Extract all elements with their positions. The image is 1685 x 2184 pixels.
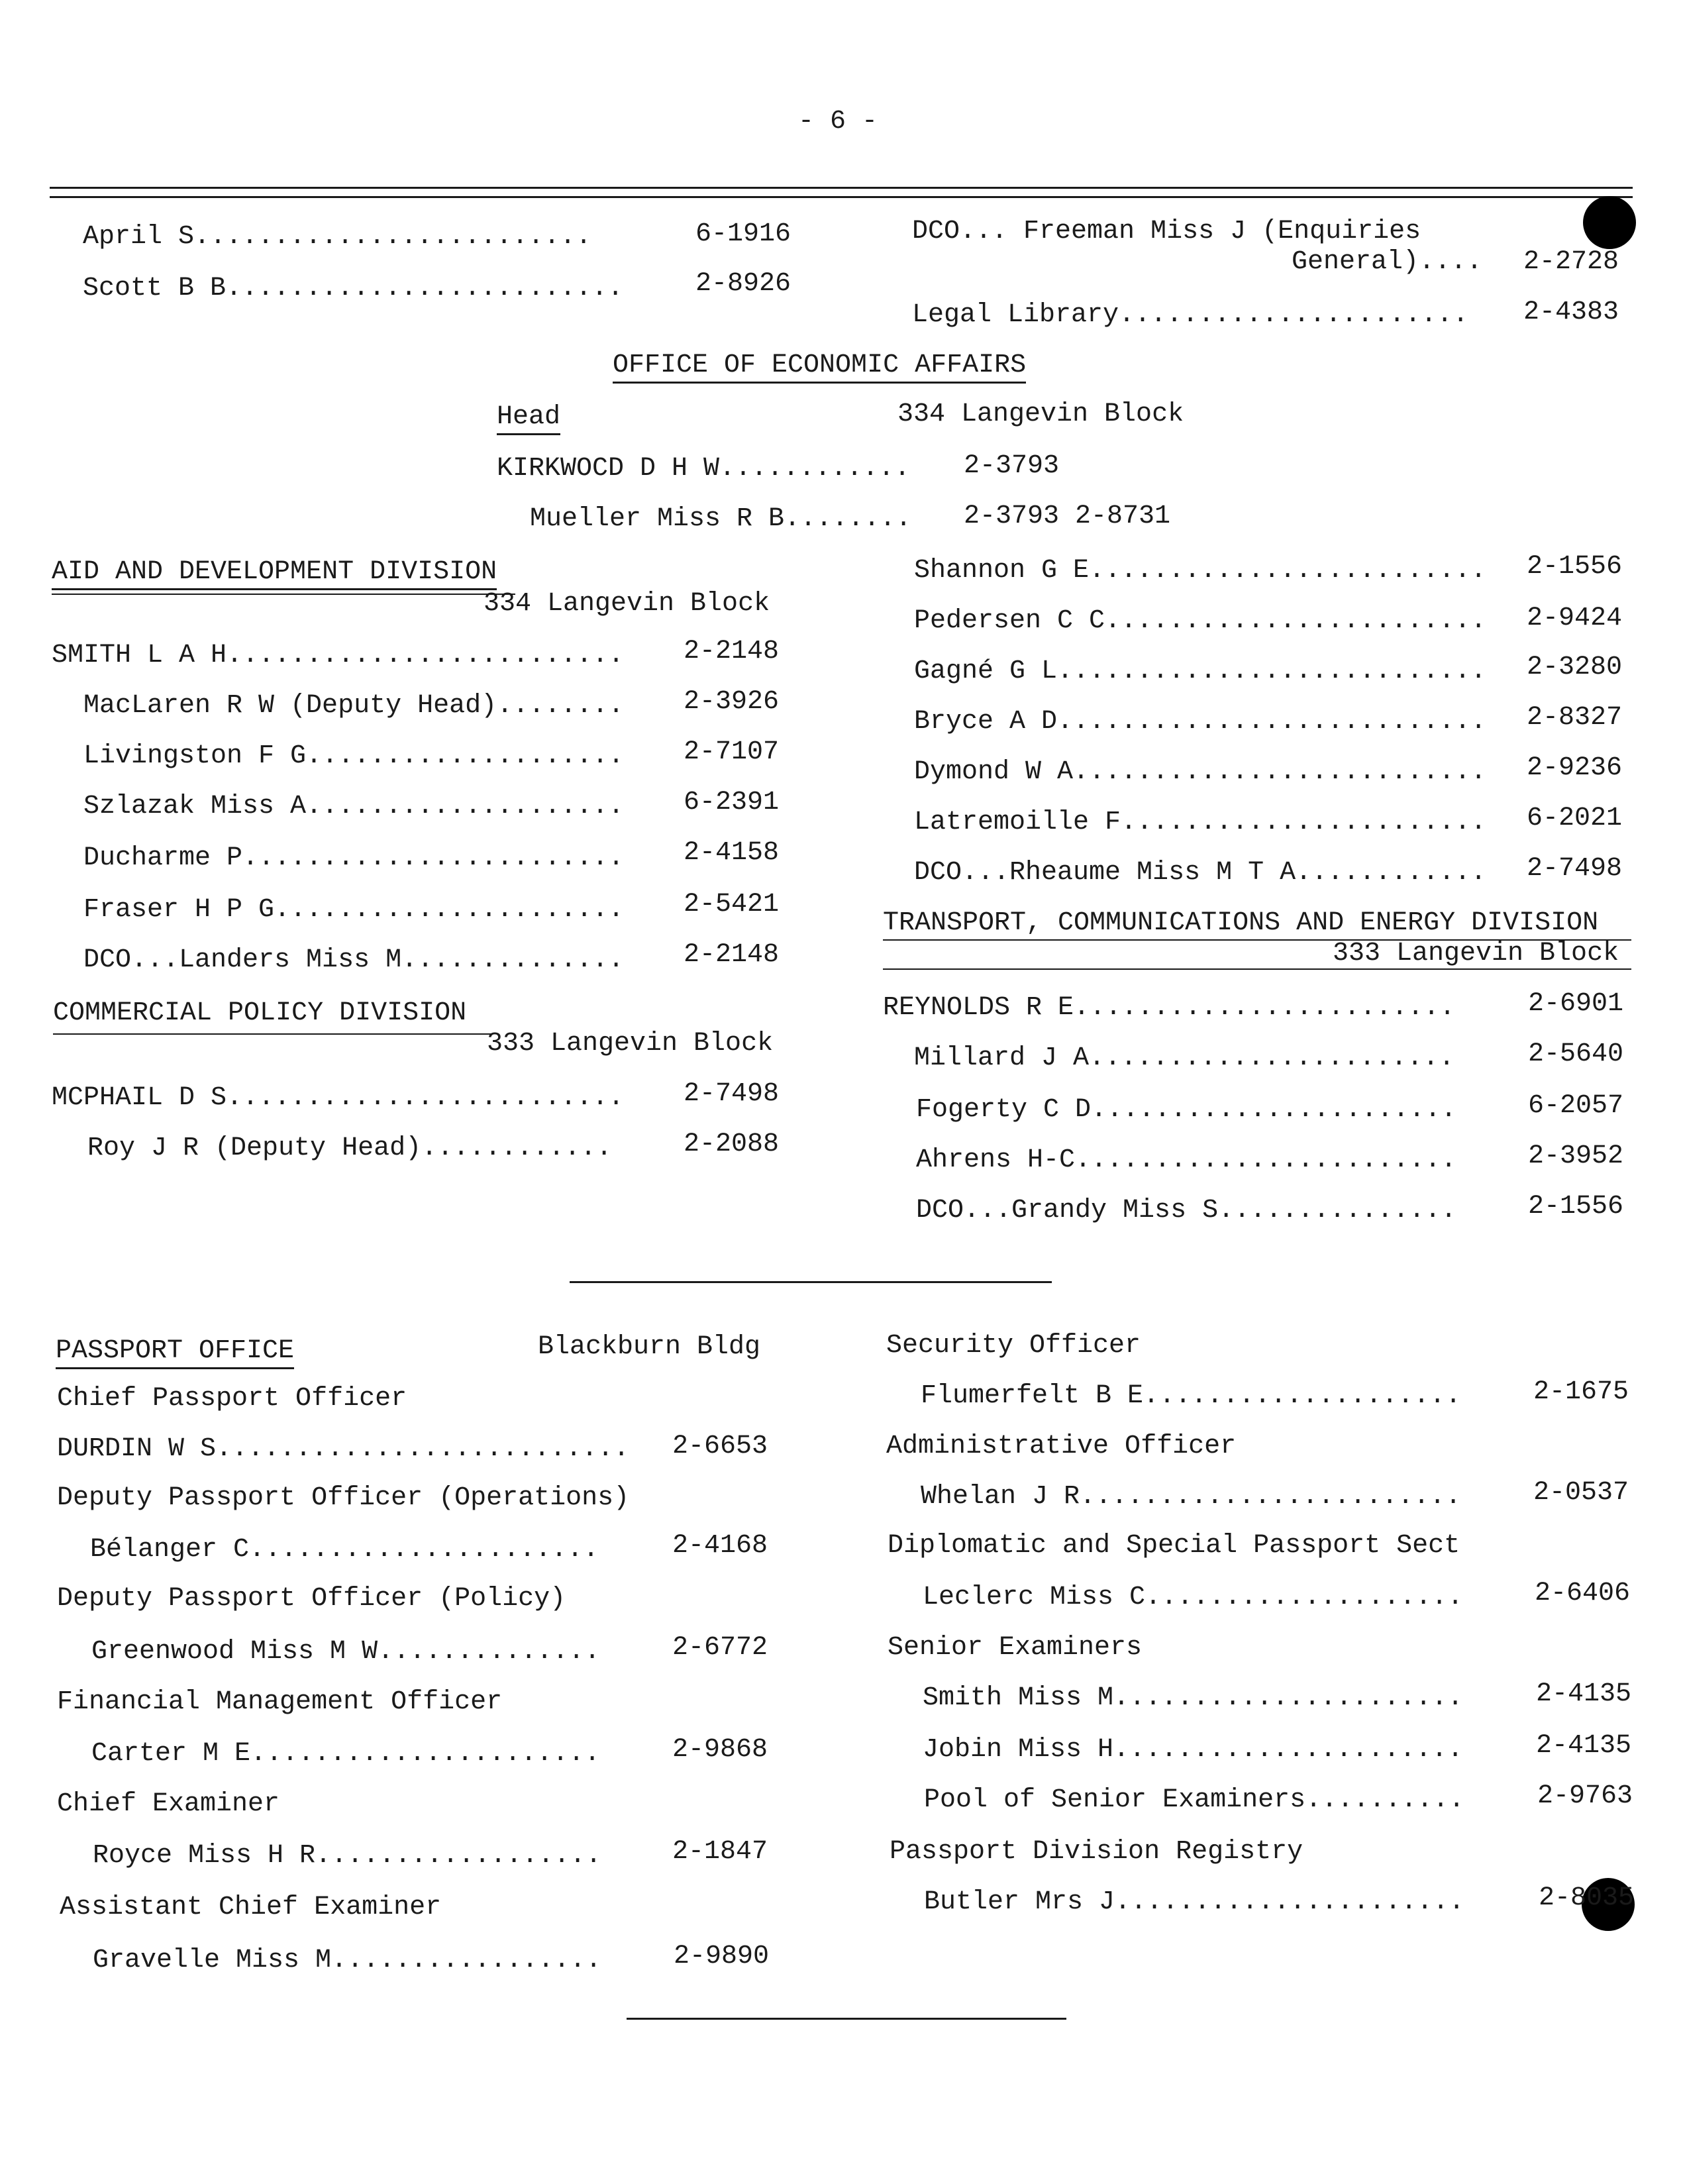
entry-name: Ahrens H-C........................ (916, 1145, 1457, 1175)
entry-phone: 2-9236 (1527, 753, 1623, 783)
entry-phone: 2-8327 (1527, 703, 1623, 733)
entry-phone: 2-4158 (684, 838, 780, 868)
entry-name: Pedersen C C........................ (914, 606, 1487, 636)
entry-name: Leclerc Miss C.................... (923, 1583, 1464, 1612)
role-label: Deputy Passport Officer (Policy) (57, 1584, 566, 1614)
entry-phone: 2-4135 (1536, 1731, 1632, 1761)
role-label: Chief Examiner (57, 1789, 280, 1819)
entry-name: Smith Miss M...................... (923, 1683, 1464, 1713)
role-label: Deputy Passport Officer (Operations) (57, 1483, 630, 1513)
entry-phone: 2-1675 (1533, 1377, 1629, 1407)
entry-phone: 2-3280 (1527, 652, 1623, 682)
entry-phone: 2-4383 (1523, 297, 1619, 327)
entry-name: Roy J R (Deputy Head)............ (87, 1133, 613, 1163)
section-title-aid-development: AID AND DEVELOPMENT DIVISION (52, 556, 497, 590)
dco-freeman-line1: DCO... Freeman Miss J (Enquiries (912, 217, 1421, 246)
section-underline (53, 1033, 491, 1035)
section-title-commercial-policy: COMMERCIAL POLICY DIVISION (53, 998, 467, 1028)
division-location: 333 Langevin Block (487, 1029, 774, 1059)
entry-phone: 2-6901 (1528, 989, 1624, 1019)
entry-name: DCO...Rheaume Miss M T A............ (914, 858, 1487, 888)
role-label: Senior Examiners (888, 1633, 1143, 1663)
entry-phone: 2-4168 (672, 1531, 768, 1561)
entry-phone: 2-8926 (695, 269, 791, 299)
division-location: 334 Langevin Block (484, 589, 770, 619)
entry-phone: 2-7498 (1527, 854, 1623, 884)
role-label: Passport Division Registry (890, 1837, 1303, 1867)
role-label: Financial Management Officer (57, 1687, 503, 1717)
entry-phone: 2-1556 (1528, 1192, 1624, 1222)
entry-phone: 2-3926 (684, 687, 780, 717)
entry-name: Butler Mrs J...................... (924, 1887, 1465, 1917)
entry-phone: 2-2148 (684, 940, 780, 970)
entry-name: Pool of Senior Examiners.......... (924, 1785, 1465, 1815)
entry-name: DCO...Grandy Miss S............... (916, 1196, 1457, 1225)
entry-name: Jobin Miss H...................... (923, 1735, 1464, 1765)
entry-phone: 6-2057 (1528, 1091, 1624, 1121)
entry-name: Royce Miss H R.................. (93, 1841, 602, 1871)
role-label: Chief Passport Officer (57, 1384, 407, 1414)
legal-library: Legal Library...................... (912, 300, 1469, 330)
entry-name: Livingston F G.................... (83, 741, 625, 771)
section-title-passport-office: PASSPORT OFFICE (56, 1335, 294, 1369)
section-title-economic-affairs: OFFICE OF ECONOMIC AFFAIRS (613, 350, 1026, 384)
entry-phone: 2-0537 (1533, 1478, 1629, 1508)
entry-phone: 2-4135 (1536, 1679, 1632, 1709)
division-location: 333 Langevin Block (1333, 939, 1619, 968)
office-location: 334 Langevin Block (897, 399, 1184, 429)
entry-name: MacLaren R W (Deputy Head)........ (83, 691, 625, 721)
entry-name: Flumerfelt B E.................... (921, 1381, 1462, 1411)
role-label: Diplomatic and Special Passport Sect (888, 1531, 1460, 1561)
role-label: Security Officer (886, 1331, 1141, 1361)
section-underline (883, 968, 1631, 970)
entry-name: Millard J A....................... (914, 1043, 1455, 1073)
top-rule-1 (50, 187, 1633, 189)
entry-phone: 2-7498 (684, 1079, 780, 1109)
entry-phone: 2-3952 (1528, 1141, 1624, 1171)
entry-name: Shannon G E......................... (914, 556, 1487, 586)
entry-name: Whelan J R........................ (921, 1482, 1462, 1512)
head-name: KIRKWOCD D H W............ (497, 454, 911, 484)
entry-name: REYNOLDS R E........................ (883, 993, 1456, 1023)
entry-phone: 6-2391 (684, 788, 780, 817)
entry-phone: 2-9890 (674, 1942, 770, 1971)
entry-phone: 2-5640 (1528, 1039, 1624, 1069)
entry-name: Carter M E...................... (91, 1739, 601, 1769)
entry-name: Fogerty C D....................... (916, 1095, 1457, 1125)
entry-phone: 2-8035 (1539, 1883, 1635, 1913)
section-underline (52, 594, 515, 595)
entry-phone: 2-5421 (684, 890, 780, 919)
entry-name: Szlazak Miss A.................... (83, 792, 625, 821)
entry-name: MCPHAIL D S......................... (52, 1083, 625, 1113)
role-label: Assistant Chief Examiner (60, 1893, 442, 1922)
entry-name: Ducharme P........................ (83, 843, 625, 873)
entry-name: Bélanger C...................... (90, 1535, 599, 1565)
entry-phone: 2-9868 (672, 1735, 768, 1765)
secretary-name: Mueller Miss R B........ (530, 504, 912, 534)
entry-phone: 2-2728 (1523, 247, 1619, 277)
dco-freeman-line2: General).... (1292, 247, 1483, 277)
entry-phone: 6-1916 (695, 219, 791, 249)
entry-phone: 2-3793 (964, 451, 1060, 481)
entry-name: Dymond W A.......................... (914, 757, 1487, 787)
punch-hole-top (1583, 196, 1636, 249)
head-label: Head (497, 401, 560, 435)
entry-phone: 2-1556 (1527, 552, 1623, 582)
entry-phone: 2-6406 (1535, 1579, 1631, 1608)
top-rule-2 (50, 196, 1633, 198)
section-title-transport: TRANSPORT, COMMUNICATIONS AND ENERGY DIVISION (883, 908, 1599, 938)
entry-name: DURDIN W S.......................... (57, 1434, 630, 1464)
entry-phone: 2-6772 (672, 1633, 768, 1663)
entry-phone: 2-3793 2-8731 (964, 501, 1171, 531)
entry-phone: 2-2148 (684, 637, 780, 666)
bottom-separator (627, 2018, 1066, 2020)
entry-name: Latremoille F....................... (914, 807, 1487, 837)
entry-name: Bryce A D........................... (914, 707, 1487, 737)
entry-name: Fraser H P G...................... (83, 895, 625, 925)
entry-phone: 6-2021 (1527, 804, 1623, 833)
entry-name: Gagné G L........................... (914, 656, 1487, 686)
entry-name: Scott B B......................... (83, 274, 624, 303)
entry-phone: 2-2088 (684, 1129, 780, 1159)
entry-phone: 2-9424 (1527, 603, 1623, 633)
entry-phone: 2-1847 (672, 1837, 768, 1867)
entry-phone: 2-6653 (672, 1431, 768, 1461)
entry-name: DCO...Landers Miss M.............. (83, 945, 625, 975)
role-label: Administrative Officer (886, 1431, 1237, 1461)
entry-name: SMITH L A H......................... (52, 641, 625, 670)
entry-phone: 2-7107 (684, 737, 780, 767)
entry-phone: 2-9763 (1537, 1781, 1633, 1811)
section-separator (570, 1281, 1052, 1283)
office-location: Blackburn Bldg (538, 1332, 761, 1362)
entry-name: Gravelle Miss M................. (93, 1946, 602, 1975)
entry-name: Greenwood Miss M W.............. (91, 1637, 601, 1667)
page-number: - 6 - (798, 107, 878, 136)
entry-name: April S......................... (83, 222, 592, 252)
